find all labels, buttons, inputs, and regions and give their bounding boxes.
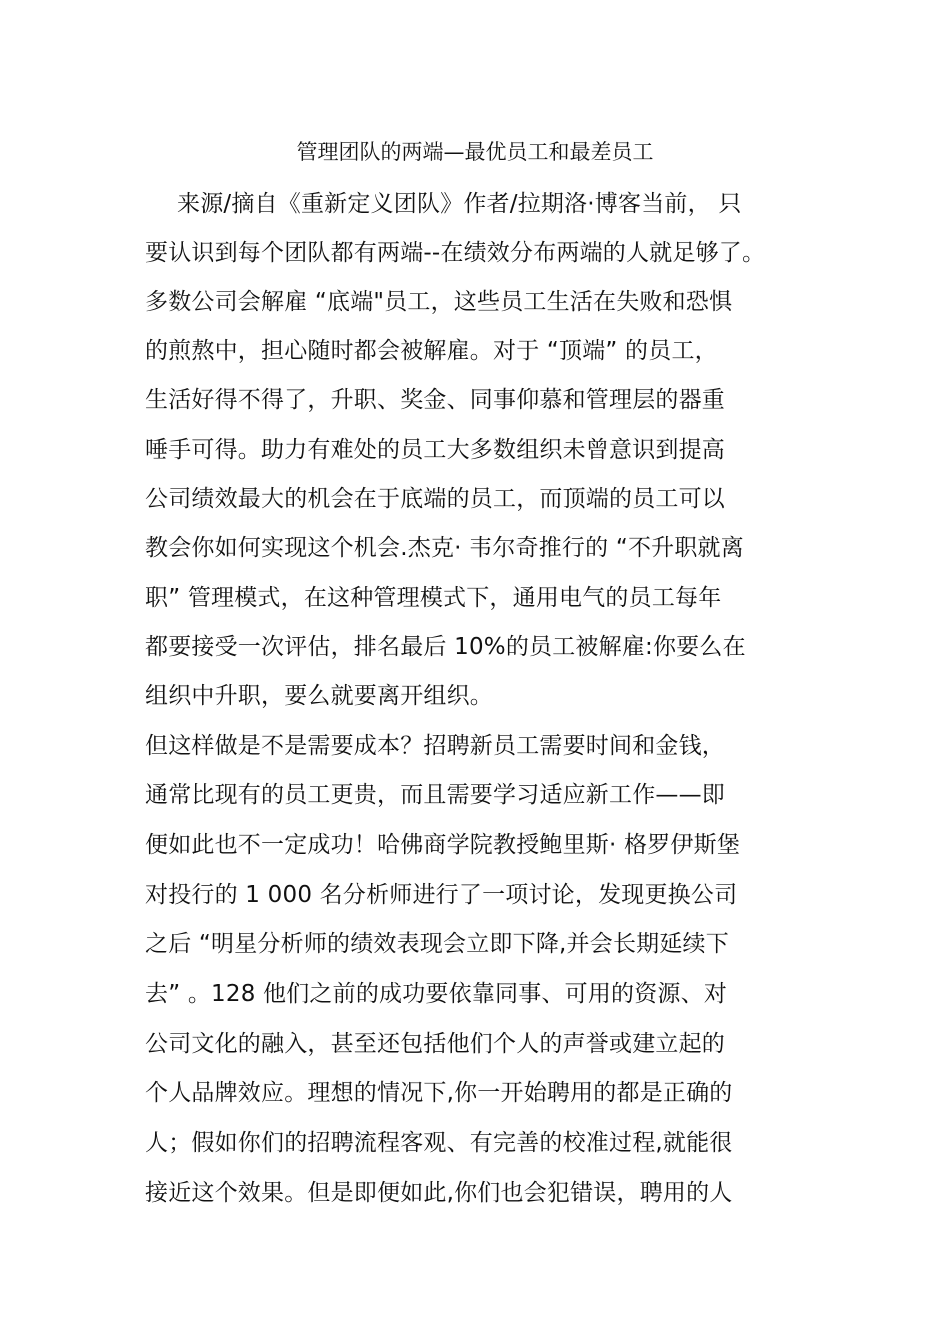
paragraph-line: 之后 “明星分析师的绩效表现会立即下降,并会长期延续下 [145,931,729,957]
paragraph-line: 人；假如你们的招聘流程客观、有完善的校准过程,就能很 [145,1130,733,1156]
paragraph-line: 组织中升职，要么就要离开组织。 [145,683,493,709]
paragraph-line: 职” 管理模式，在这种管理模式下，通用电气的员工每年 [145,585,722,611]
paragraph-line: 通常比现有的员工更贵，而且需要学习适应新工作——即 [145,782,725,808]
paragraph-line: 但这样做是不是需要成本？招聘新员工需要时间和金钱， [145,733,725,759]
paragraph-line: 多数公司会解雇 “底端"员工，这些员工生活在失败和恐惧 [145,289,733,315]
paragraph-line: 对投行的 1 000 名分析师进行了一项讨论，发现更换公司 [145,882,738,908]
paragraph-line: 都要接受一次评估，排名最后 10%的员工被解雇:你要么在 [145,634,746,660]
paragraph-line: 教会你如何实现这个机会.杰克· 韦尔奇推行的 “不升职就离 [145,535,744,561]
paragraph-line: 便如此也不一定成功！哈佛商学院教授鲍里斯· 格罗伊斯堡 [145,832,741,858]
paragraph-line: 公司绩效最大的机会在于底端的员工，而顶端的员工可以 [145,486,725,512]
paragraph-line: 的煎熬中，担心随时都会被解雇。对于 “顶端” 的员工， [145,338,718,364]
paragraph-line: 个人品牌效应。理想的情况下,你一开始聘用的都是正确的 [145,1080,733,1106]
paragraph-line: 唾手可得。助力有难处的员工大多数组织未曾意识到提高 [145,437,725,463]
paragraph-line: 要认识到每个团队都有两端--在绩效分布两端的人就足够了。 [145,240,766,266]
paragraph-line: 生活好得不得了，升职、奖金、同事仰慕和管理层的器重 [145,387,725,413]
paragraph-line: 来源/摘自《重新定义团队》作者/拉期洛·博客当前， 只 [177,191,742,217]
paragraph-line: 公司文化的融入，甚至还包括他们个人的声誉或建立起的 [145,1031,725,1057]
document-title: 管理团队的两端—最优员工和最差员工 [296,140,654,164]
paragraph-line: 接近这个效果。但是即便如此,你们也会犯错误，聘用的人 [145,1180,733,1206]
paragraph-line: 去” 。128 他们之前的成功要依靠同事、可用的资源、对 [145,981,728,1007]
